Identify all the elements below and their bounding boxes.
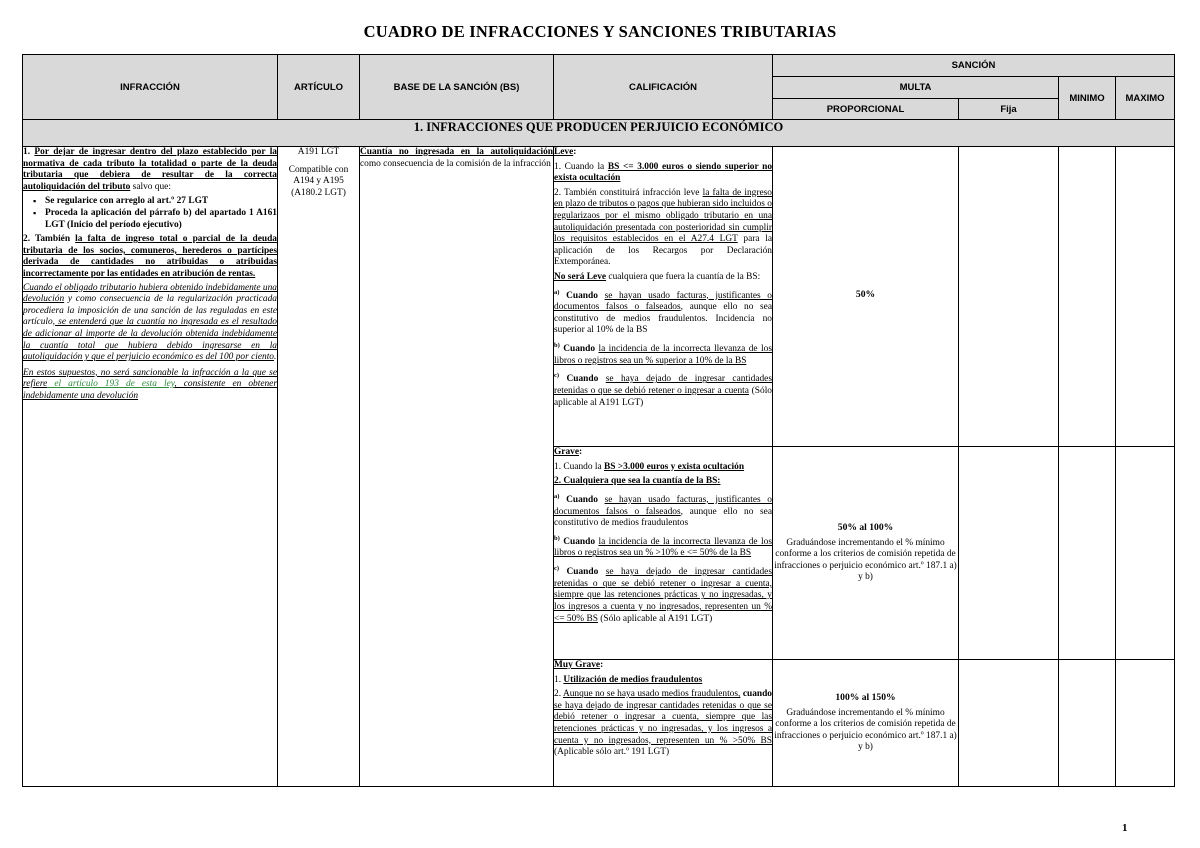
header-minimo: MINIMO: [1059, 77, 1116, 120]
proporcional-grave: 50% al 100% Graduándose incrementando el % mínimo conforme a los criterios de comisión repetida de infracciones o perjuicio económico art.º 187.1 a) y b): [773, 447, 959, 660]
maximo-muy-grave: [1116, 660, 1175, 787]
header-infraccion: INFRACCIÓN: [23, 55, 278, 120]
header-fija: Fija: [959, 99, 1059, 120]
fija-leve: [959, 147, 1059, 447]
base-cell: Cuantía no ingresada en la autoliquidación como consecuencia de la comisión de la infracción: [360, 147, 554, 787]
articulo-cell: A191 LGT Compatible con A194 y A195 (A180.2 LGT): [278, 147, 360, 787]
calificacion-leve: Leve: 1. Cuando la BS <= 3.000 euros o siendo superior no exista ocultación 2. También constituirá infracción leve la falta de ingreso en plazo de tributos o pagos que hubieran sido incluidos o regularizaos por el mismo obligado tributario en una autoliquidación presentada con posterioridad sin cumplir los requisitos establecidos en el A27.4 LGT para la aplicación de los Recargos por Declaración Extemporánea. No será Leve cualquiera que fuera la cuantía de la BS: $^{a)}$ Cuando se hayan usado facturas, justificantes o documentos falsos o falseados, aunque ello no sea constitutivo de medios fraudulentos. Incidencia no superior al 10% de la BS $^{b)}$ Cuando la incidencia de la incorrecta llevanza de los libros o registros sea un % superior a 10% de la BS $^{c)}$ Cuando se haya dejado de ingresar cantidades retenidas o que se debió retener o ingresar a cuenta (Sólo aplicable al A191 LGT): [554, 147, 773, 447]
calificacion-grave: Grave: 1. Cuando la BS >3.000 euros y exista ocultación 2. Cualquiera que sea la cuantía de la BS: $^{a)}$ Cuando se hayan usado facturas, justificantes o documentos falsos o falseados, aunque ello no sea constitutivo de medios fraudulentos $^{b)}$ Cuando la incidencia de la incorrecta llevanza de los libros o registros sea un % >10% e <= 50% de la BS $^{c)}$ Cuando se haya dejado de ingresar cantidades retenidas o que se debió retener o ingresar a cuenta, siempre que las retenciones prácticas y no ingresadas, y los ingresos a cuenta y no ingresados, representen un % <= 50% BS (Sólo aplicable al A191 LGT): [554, 447, 773, 660]
minimo-leve: [1059, 147, 1116, 447]
header-maximo: MAXIMO: [1116, 77, 1175, 120]
header-articulo: ARTÍCULO: [278, 55, 360, 120]
section-title: 1. INFRACCIONES QUE PRODUCEN PERJUICIO ECONÓMICO: [23, 120, 1175, 147]
header-proporcional: PROPORCIONAL: [773, 99, 959, 120]
calificacion-muy-grave: Muy Grave: 1. Utilización de medios fraudulentos 2. Aunque no se haya usado medios fraudulentos, cuando se haya dejado de ingresar cantidades retenidas o que se debió retener o ingresar a cuenta, siempre que las retenciones prácticas y no ingresadas, y los ingresos a cuenta y no ingresados, representen un % >50% BS (Aplicable sólo art.º 191 LGT): [554, 660, 773, 787]
header-calificacion: CALIFICACIÓN: [554, 55, 773, 120]
proporcional-leve: 50%: [773, 147, 959, 447]
minimo-grave: [1059, 447, 1116, 660]
fija-grave: [959, 447, 1059, 660]
article-193-link[interactable]: el artículo 193 de esta ley: [47, 379, 175, 390]
header-sancion: SANCIÓN: [773, 55, 1175, 77]
infractions-table: [22, 54, 1175, 787]
header-base: BASE DE LA SANCIÓN (BS): [360, 55, 554, 120]
proporcional-muy-grave: 100% al 150% Graduándose incrementando el % mínimo conforme a los criterios de comisión repetida de infracciones o perjuicio económico art.º 187.1 a) y b): [773, 660, 959, 787]
header-multa: MULTA: [773, 77, 1059, 99]
page-title: CUADRO DE INFRACCIONES Y SANCIONES TRIBUTARIAS: [363, 22, 837, 41]
maximo-leve: [1116, 147, 1175, 447]
exceptions-list: [23, 196, 277, 231]
infraccion-cell: 1. Por dejar de ingresar dentro del plazo establecido por la normativa de cada tributo la totalidad o parte de la deuda tributaria que debiera de resultar de la correcta autoliquidación del tributo salvo que: ▪ Se regularice con arreglo al art.º 27 LGT ▪ Proceda la aplicación del párrafo b) del apartado 1 A161 LGT (Inicio del período ejecutivo) 2. También la falta de ingreso total o parcial de la deuda tributaria de los socios, comuneros, herederos o partícipes derivada de cantidades no atribuidas o atribuidas incorrectamente por las entidades en atribución de rentas. Cuando el obligado tributario hubiera obtenido indebidamente una devolución y como consecuencia de la regularización practicada procediera la imposición de una sanción de las reguladas en este artículo, se entenderá que la cuantía no ingresada es el resultado de adicionar al importe de la devolución obtenida indebidamente la cuantía total que hubiera debido ingresarse en la autoliquidación y que el perjuicio económico es del 100 por ciento. En estos supuestos, no será sancionable la infracción a la que se refiere el artículo 193 de esta ley, consistente en obtener indebidamente una devolución: [23, 147, 278, 787]
maximo-grave: [1116, 447, 1175, 660]
page-number: 1: [1122, 822, 1128, 834]
fija-muy-grave: [959, 660, 1059, 787]
list-item: ▪ Proceda la aplicación del párrafo b) del apartado 1 A161 LGT (Inicio del período ejecutivo): [45, 208, 277, 231]
list-item: ▪ Se regularice con arreglo al art.º 27 LGT: [45, 196, 277, 208]
minimo-muy-grave: [1059, 660, 1116, 787]
